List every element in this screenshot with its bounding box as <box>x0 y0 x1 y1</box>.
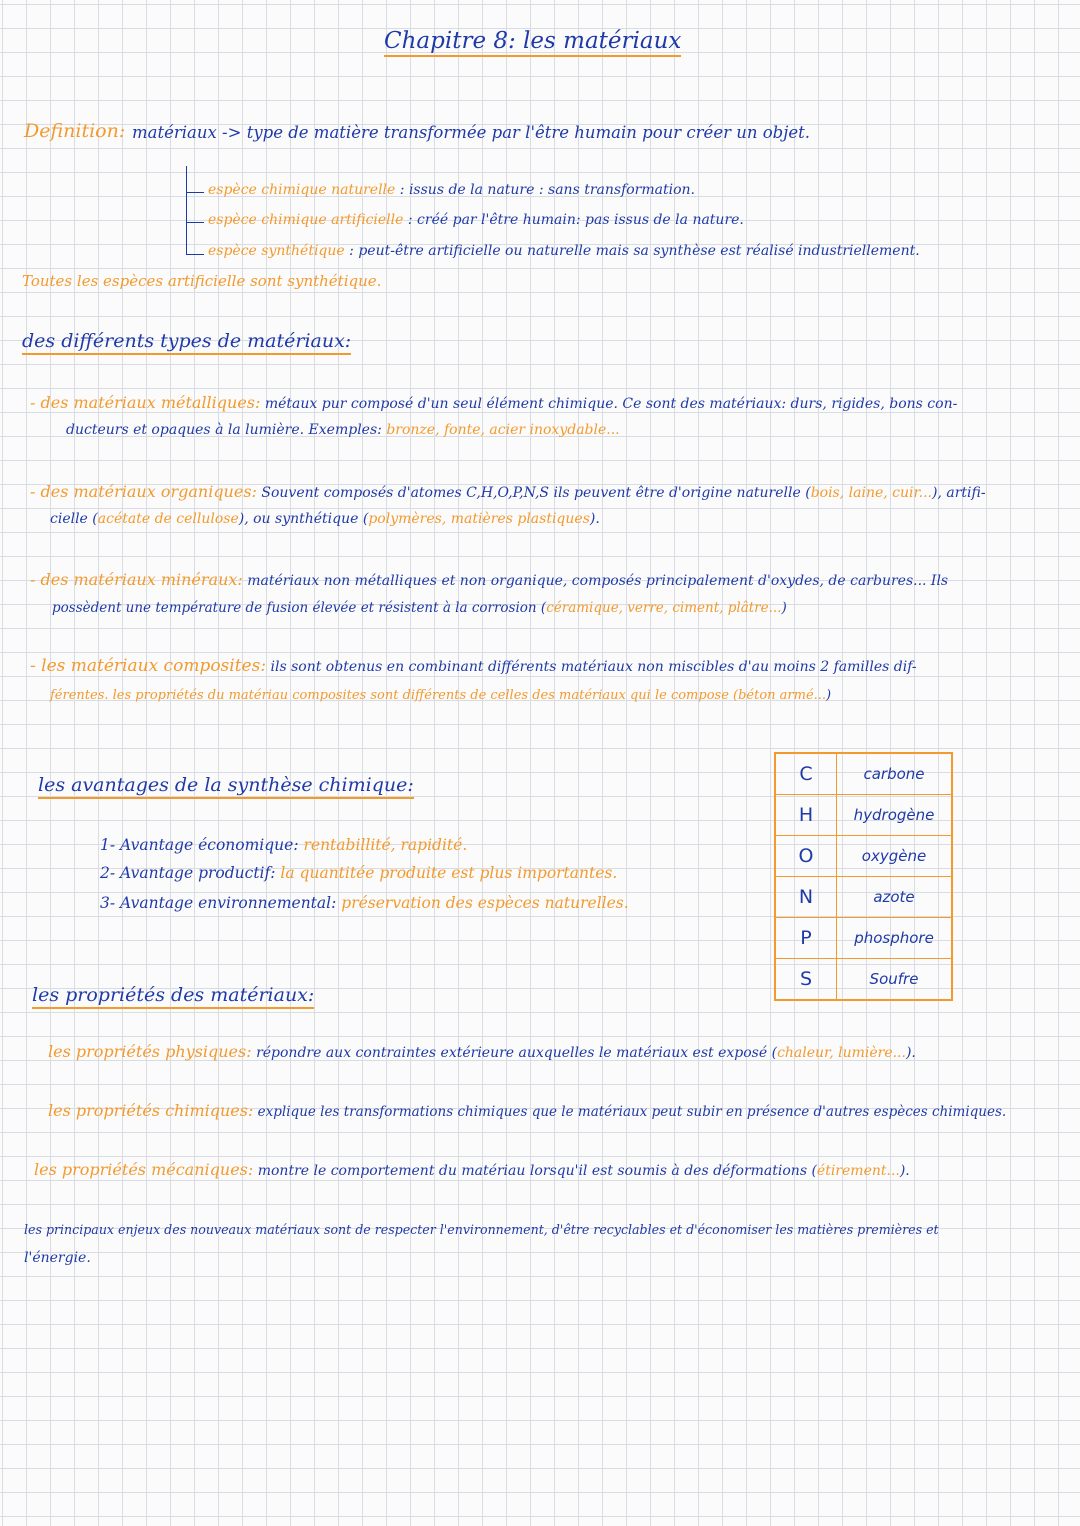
advantage-item-1: 1- Avantage économique: rentabillité, rapidité. <box>100 836 468 854</box>
element-symbol: S <box>775 959 837 1001</box>
table-row <box>775 753 952 795</box>
type-composites-line1: - les matériaux composites: ils sont obtenus en combinant différents matériaux non miscibles d'au moins 2 familles dif- <box>30 656 917 676</box>
advantage-item-2: 2- Avantage productif: la quantitée produite est plus importantes. <box>100 864 618 882</box>
table-row <box>775 836 952 877</box>
properties-heading: les propriétés des matériaux: <box>32 984 314 1009</box>
definition-label: Definition: <box>24 120 126 142</box>
type-mineraux-line2: possèdent une température de fusion élevée et résistent à la corrosion (céramique, verre, ciment, plâtre...) <box>52 600 787 616</box>
element-name: oxygène <box>837 836 953 877</box>
element-symbol: H <box>775 795 837 836</box>
conclusion-line1: les principaux enjeux des nouveaux matériaux sont de respecter l'environnement, d'être recyclables et d'économiser les matières premières et <box>24 1222 939 1237</box>
table-row <box>775 877 952 918</box>
element-symbol: O <box>775 836 837 877</box>
type-mineraux-line1: - des matériaux minéraux: matériaux non métalliques et non organique, composés principalement d'oxydes, de carbures... Ils <box>30 570 949 589</box>
page-title: Chapitre 8: les matériaux <box>384 28 681 57</box>
definition-text: matériaux -> type de matière transformée par l'être humain pour créer un objet. <box>132 123 810 142</box>
type-organiques-line2: cielle (acétate de cellulose), ou synthétique (polymères, matières plastiques). <box>50 511 600 527</box>
element-name: azote <box>837 877 953 918</box>
element-symbol: C <box>775 753 837 795</box>
property-physiques: les propriétés physiques: répondre aux contraintes extérieure auxquelles le matériaux est exposé (chaleur, lumière...). <box>48 1042 916 1061</box>
element-name: phosphore <box>837 918 953 959</box>
type-organiques-line1: - des matériaux organiques: Souvent composés d'atomes C,H,O,P,N,S ils peuvent être d'origine naturelle (bois, laine, cuir...), artifi- <box>30 482 986 501</box>
type-metalliques-line1: - des matériaux métalliques: métaux pur composé d'un seul élément chimique. Ce sont des matériaux: durs, rigides, bons con- <box>30 393 958 412</box>
type-composites-line2: férentes. les propriétés du matériau composites sont différents de celles des matériaux qui le compose (béton armé...) <box>50 688 832 703</box>
type-metalliques-line2: ducteurs et opaques à la lumière. Exemples: bronze, fonte, acier inoxydable... <box>66 422 620 438</box>
property-chimiques: les propriétés chimiques: explique les transformations chimiques que le matériaux peut subir en présence d'autres espèces chimiques. <box>48 1101 1007 1120</box>
table-row <box>775 959 952 1001</box>
branch-tick-3 <box>186 254 204 255</box>
element-symbol: P <box>775 918 837 959</box>
branch-item-artificielle: espèce chimique artificielle : créé par l'être humain: pas issus de la nature. <box>208 212 744 228</box>
element-name: Soufre <box>837 959 953 1001</box>
branch-tick-1 <box>186 192 204 193</box>
property-mecaniques: les propriétés mécaniques: montre le comportement du matériau lorsqu'il est soumis à des déformations (étirement...). <box>34 1160 910 1179</box>
advantages-heading: les avantages de la synthèse chimique: <box>38 774 414 799</box>
types-heading: des différents types de matériaux: <box>22 330 351 355</box>
branch-item-naturelle: espèce chimique naturelle : issus de la nature : sans transformation. <box>208 182 695 198</box>
advantage-item-3: 3- Avantage environnemental: préservation des espèces naturelles. <box>100 894 629 912</box>
table-row <box>775 795 952 836</box>
element-name: hydrogène <box>837 795 953 836</box>
table-row <box>775 918 952 959</box>
branch-connector <box>186 166 187 254</box>
conclusion-line2: l'énergie. <box>24 1250 91 1266</box>
branch-tick-2 <box>186 222 204 223</box>
definition-note: Toutes les espèces artificielle sont synthétique. <box>22 272 382 290</box>
element-name: carbone <box>837 753 953 795</box>
elements-table <box>774 752 953 1001</box>
element-symbol: N <box>775 877 837 918</box>
branch-item-synthetique: espèce synthétique : peut-être artificielle ou naturelle mais sa synthèse est réalisé industriellement. <box>208 243 920 259</box>
